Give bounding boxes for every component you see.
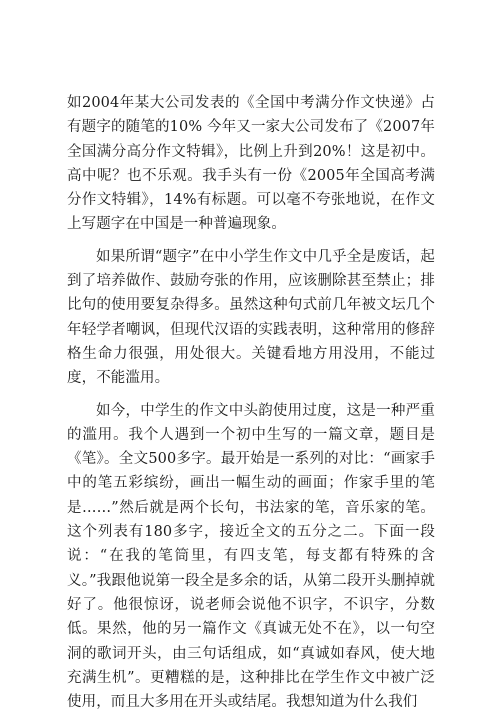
paragraph-2: 如果所谓“题字”在中小学生作文中几乎全是废话，起到了培养做作、鼓励夸张的作用，应该删除甚至禁止；排比句的使用要复杂得多。虽然这种句式前几年被文坛几个年轻学者嘲讽，但现代汉语的实践表明，这种常用的修辞格生命力很强，用处很大。关键看地方用没用，不能过度，不能滥用。: [67, 248, 435, 387]
paragraph-1: 如2004年某大公司发表的《全国中考满分作文快递》占有题字的随笔的10% 今年又一家大公司发布了《2007年全国满分高分作文特辑》，比例上升到20%！这是初中。高中呢？也不乐观。我手头有一份《2005年全国高考满分作文特辑》，14%有标题。可以毫不夸张地说，在作文上写题字在中国是一种普遍现象。: [67, 95, 435, 233]
paragraph-3: 如今，中学生的作文中头韵使用过度，这是一种严重的滥用。我个人遇到一个初中生写的一篇文章，题目是《笔》。全文500多字。最开始是一系列的对比：“画家手中的笔五彩缤纷，画出一幅生动的画面；作家手里的笔是……”然后就是两个长句，书法家的笔，音乐家的笔。这个列表有180多字，接近全文的五分之二。下面一段说：“在我的笔筒里，有四支笔，每支都有特殊的含义。”我跟他说第一段全是多余的话，从第二段开头删掉就好了。他很惊讶，说老师会说他不识字，不识字，分数低。果然，他的另一篇作文《真诚无处不在》，以一句空洞的歌词开头，由三句话组成，如“真诚如春风，使大地充满生机”。更糟糕的是，这种排比在学生作文中被广泛使用，而且大多用在开头或结尾。我想知道为什么我们: [67, 402, 435, 711]
document-page: [67, 91, 435, 714]
